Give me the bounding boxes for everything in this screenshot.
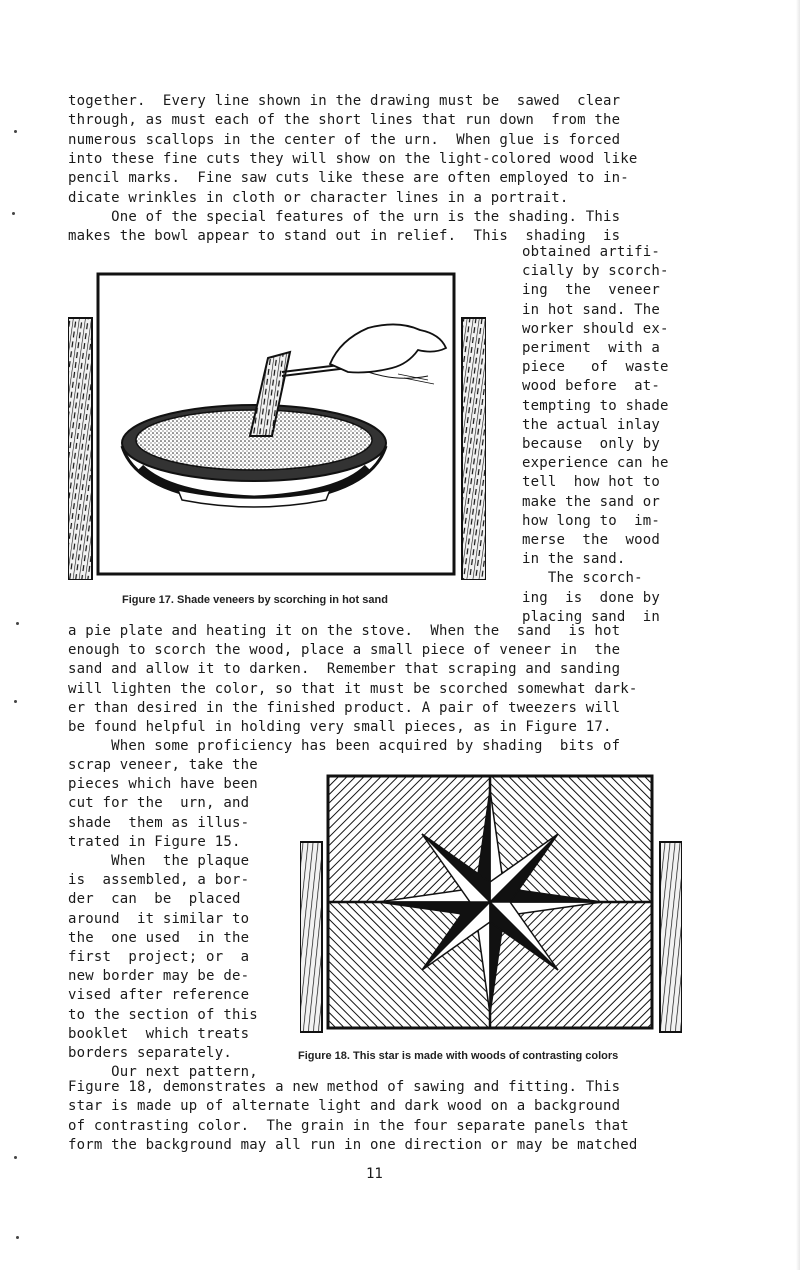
text-line: will lighten the color, so that it must be scorched somewhat dark-	[68, 680, 638, 697]
text-line: tempting to shade	[522, 397, 669, 414]
text-line: der can be placed	[68, 891, 241, 908]
text-line: is assembled, a bor-	[68, 872, 250, 889]
text-line: er than desired in the finished product. A pair of tweezers will	[68, 699, 621, 716]
text-line: piece of waste	[522, 359, 669, 376]
figure-18-illustration	[300, 772, 682, 1034]
margin-speck	[12, 212, 15, 215]
text-line: star is made up of alternate light and dark wood on a background	[68, 1098, 621, 1115]
text-line: One of the special features of the urn is the shading. This	[68, 208, 621, 225]
text-line: cially by scorch-	[522, 263, 669, 280]
figure-17-illustration	[68, 268, 486, 580]
text-line: When the plaque	[68, 853, 250, 869]
text-line: of contrasting color. The grain in the four separate panels that	[68, 1117, 629, 1134]
text-line: tell how hot to	[522, 474, 661, 491]
text-line: numerous scallops in the center of the urn. When glue is forced	[68, 131, 621, 148]
text-line: The scorch-	[522, 570, 643, 587]
text-line: into these fine cuts they will show on the light-colored wood like	[68, 150, 638, 167]
text-line: trated in Figure 15.	[68, 833, 241, 850]
text-line: cut for the urn, and	[68, 795, 250, 812]
text-line: placing sand in	[522, 608, 661, 625]
text-line: in the sand.	[522, 551, 626, 568]
text-line: pencil marks. Fine saw cuts like these are often employed to in-	[68, 170, 629, 187]
margin-speck	[14, 1156, 17, 1159]
text-line: make the sand or	[522, 493, 661, 510]
figure-17-caption: Figure 17. Shade veneers by scorching in hot sand	[122, 594, 388, 606]
text-line: merse the wood	[522, 532, 661, 548]
text-line: around it similar to	[68, 910, 250, 927]
text-line: Our next pattern,	[68, 1064, 258, 1081]
page-number: 11	[366, 1166, 383, 1182]
text-line: scrap veneer, take the	[68, 757, 258, 773]
text-line: enough to scorch the wood, place a small piece of veneer in the	[68, 642, 621, 659]
text-line: ing the veneer	[522, 282, 661, 299]
text-line: sand and allow it to darken. Remember that scraping and sanding	[68, 661, 621, 678]
text-line: the actual inlay	[522, 416, 661, 433]
text-line: ing is done by	[522, 589, 661, 606]
margin-speck	[14, 130, 17, 133]
text-line: new border may be de-	[68, 968, 250, 985]
text-line: through, as must each of the short lines that run down from the	[68, 112, 621, 129]
text-line: When some proficiency has been acquired by shading bits of	[68, 738, 621, 755]
page-edge-shadow	[796, 0, 800, 1270]
text-line: how long to im-	[522, 512, 661, 529]
text-line: borders separately.	[68, 1045, 232, 1061]
text-line: in hot sand. The	[522, 301, 661, 318]
text-line: the one used in the	[68, 929, 250, 946]
margin-speck	[16, 1236, 19, 1239]
text-line: vised after reference	[68, 987, 250, 1004]
figure-18-caption: Figure 18. This star is made with woods of contrasting colors	[298, 1050, 619, 1062]
text-line: Figure 18, demonstrates a new method of sawing and fitting. This	[68, 1079, 621, 1095]
text-line: dicate wrinkles in cloth or character lines in a portrait.	[68, 189, 569, 206]
text-line: makes the bowl appear to stand out in relief. This shading is	[68, 228, 621, 245]
text-line: shade them as illus-	[68, 814, 250, 831]
text-line: form the background may all run in one direction or may be matched	[68, 1136, 638, 1153]
text-line: together. Every line shown in the drawing must be sawed clear	[68, 93, 621, 109]
text-line: wood before at-	[522, 378, 661, 395]
text-line: booklet which treats	[68, 1025, 250, 1042]
margin-speck	[14, 700, 17, 703]
text-line: pieces which have been	[68, 776, 258, 793]
text-line: obtained artifi-	[522, 244, 661, 260]
text-line: be found helpful in holding very small pieces, as in Figure 17.	[68, 719, 612, 735]
text-line: worker should ex-	[522, 320, 669, 337]
text-line: a pie plate and heating it on the stove. When the sand is hot	[68, 623, 621, 639]
text-line: to the section of this	[68, 1006, 258, 1023]
text-line: periment with a	[522, 340, 661, 356]
margin-speck	[16, 622, 19, 625]
text-line: experience can he	[522, 455, 669, 472]
text-line: first project; or a	[68, 949, 250, 965]
text-line: because only by	[522, 436, 661, 452]
